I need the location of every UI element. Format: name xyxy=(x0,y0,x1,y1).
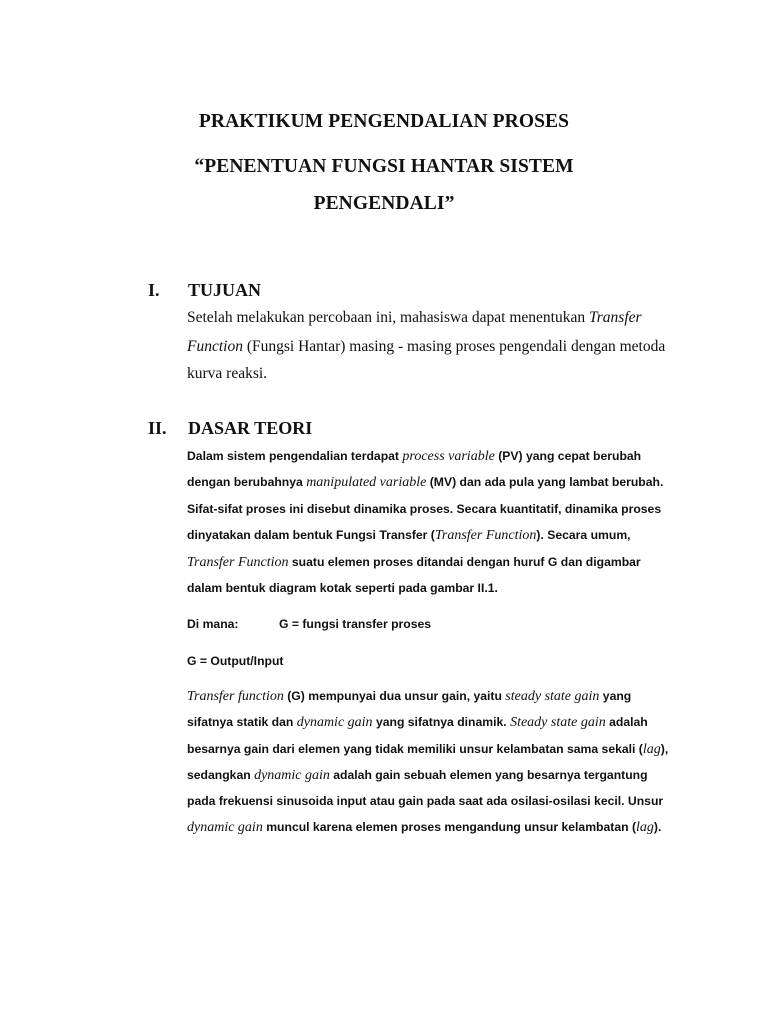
teori-line-1 xyxy=(187,449,641,465)
tujuan-line-3 xyxy=(187,365,267,383)
teori-line-9 xyxy=(187,742,668,758)
text-run: ( xyxy=(426,475,434,489)
italic-text-run: dynamic gain xyxy=(254,768,330,783)
italic-text-run: Transfer Function xyxy=(187,555,289,570)
teori-line-11 xyxy=(187,794,663,808)
teori-line-8 xyxy=(187,715,648,731)
teori-line-5 xyxy=(187,555,641,571)
italic-text-run: steady state gain xyxy=(505,689,600,704)
text-run: adalah xyxy=(605,715,648,729)
section-1-number: I. xyxy=(148,280,160,300)
italic-text-run: Transfer xyxy=(589,309,642,326)
text-run: dalam bentuk diagram kotak seperti pada gambar II.1. xyxy=(187,581,498,595)
teori-line-4 xyxy=(187,528,631,544)
text-run: ( xyxy=(494,449,503,463)
tujuan-line-2 xyxy=(187,338,665,356)
text-run: suatu elemen proses ditandai dengan huruf G dan digambar xyxy=(288,555,641,569)
text-run: kurva reaksi. xyxy=(187,365,268,382)
text-run: Di mana: xyxy=(187,617,239,631)
italic-text-run: Steady state gain xyxy=(510,715,606,730)
teori-line-10 xyxy=(187,768,648,784)
text-run: Setelah melakukan percobaan ini, mahasiswa dapat menentukan xyxy=(187,309,589,326)
text-run: dinyatakan dalam bentuk Fungsi Transfer ( xyxy=(187,528,435,542)
document-title-line-1: PRAKTIKUM PENGENDALIAN PROSES xyxy=(198,111,570,132)
italic-text-run: Transfer Function xyxy=(434,528,537,543)
italic-text-run: lag xyxy=(642,742,661,757)
italic-text-run: lag xyxy=(636,820,654,835)
text-run: sedangkan xyxy=(187,768,255,782)
text-run: MV xyxy=(433,475,453,489)
text-run: Sifat-sifat proses ini disebut dinamika proses. Secara kuantitatif, dinamika proses xyxy=(187,502,662,516)
italic-text-run: dynamic gain xyxy=(296,715,373,730)
text-run: ) yang cepat berubah xyxy=(518,449,642,463)
text-run: yang sifatnya dinamik. xyxy=(372,715,511,729)
text-run: ). Secara umum, xyxy=(536,528,631,542)
text-run: Dalam sistem pengendalian terdapat xyxy=(187,449,403,463)
text-run: besarnya gain dari elemen yang tidak memiliki unsur kelambatan sama sekali ( xyxy=(187,742,643,756)
text-run: sifatnya statik dan xyxy=(187,715,297,729)
document-title-line-2: “PENENTUAN FUNGSI HANTAR SISTEM xyxy=(194,156,574,177)
teori-line-2 xyxy=(187,475,663,491)
italic-text-run: process variable xyxy=(402,449,495,464)
teori-line-3 xyxy=(187,502,661,516)
section-2-number: II. xyxy=(148,418,167,438)
text-run: G = fungsi transfer proses xyxy=(279,617,432,631)
text-run: (Fungsi Hantar) masing - masing proses pengendali dengan metoda xyxy=(242,338,666,355)
italic-text-run: dynamic gain xyxy=(187,820,263,835)
text-run: ) dan ada pula yang lambat berubah. xyxy=(452,475,664,489)
teori-line-7 xyxy=(187,689,631,705)
text-run: ), xyxy=(660,742,669,756)
text-run: G = Output/Input xyxy=(187,654,284,668)
section-1-heading: TUJUAN xyxy=(188,280,262,300)
tujuan-line-1 xyxy=(187,309,642,327)
teori-line-12 xyxy=(187,820,661,836)
section-2-heading: DASAR TEORI xyxy=(188,418,313,438)
definition-output-input-line xyxy=(187,654,283,668)
definition-g-line xyxy=(187,617,431,631)
text-run: PV xyxy=(502,449,519,463)
text-run: yang xyxy=(599,689,632,703)
document-title-line-3: PENGENDALI” xyxy=(313,193,455,214)
text-run: muncul karena elemen proses mengandung unsur kelambatan ( xyxy=(262,820,636,834)
text-run: ). xyxy=(653,820,662,834)
text-run: dengan berubahnya xyxy=(187,475,307,489)
text-run: pada frekuensi sinusoida input atau gain pada saat ada osilasi-osilasi kecil. Unsur xyxy=(187,794,664,808)
italic-text-run: manipulated variable xyxy=(306,475,427,490)
teori-line-6 xyxy=(187,581,498,595)
text-run: (G) mempunyai dua unsur gain, yaitu xyxy=(283,689,506,703)
italic-text-run: Transfer function xyxy=(187,689,284,704)
text-run: adalah gain sebuah elemen yang besarnya tergantung xyxy=(329,768,648,782)
italic-text-run: Function xyxy=(187,338,243,355)
